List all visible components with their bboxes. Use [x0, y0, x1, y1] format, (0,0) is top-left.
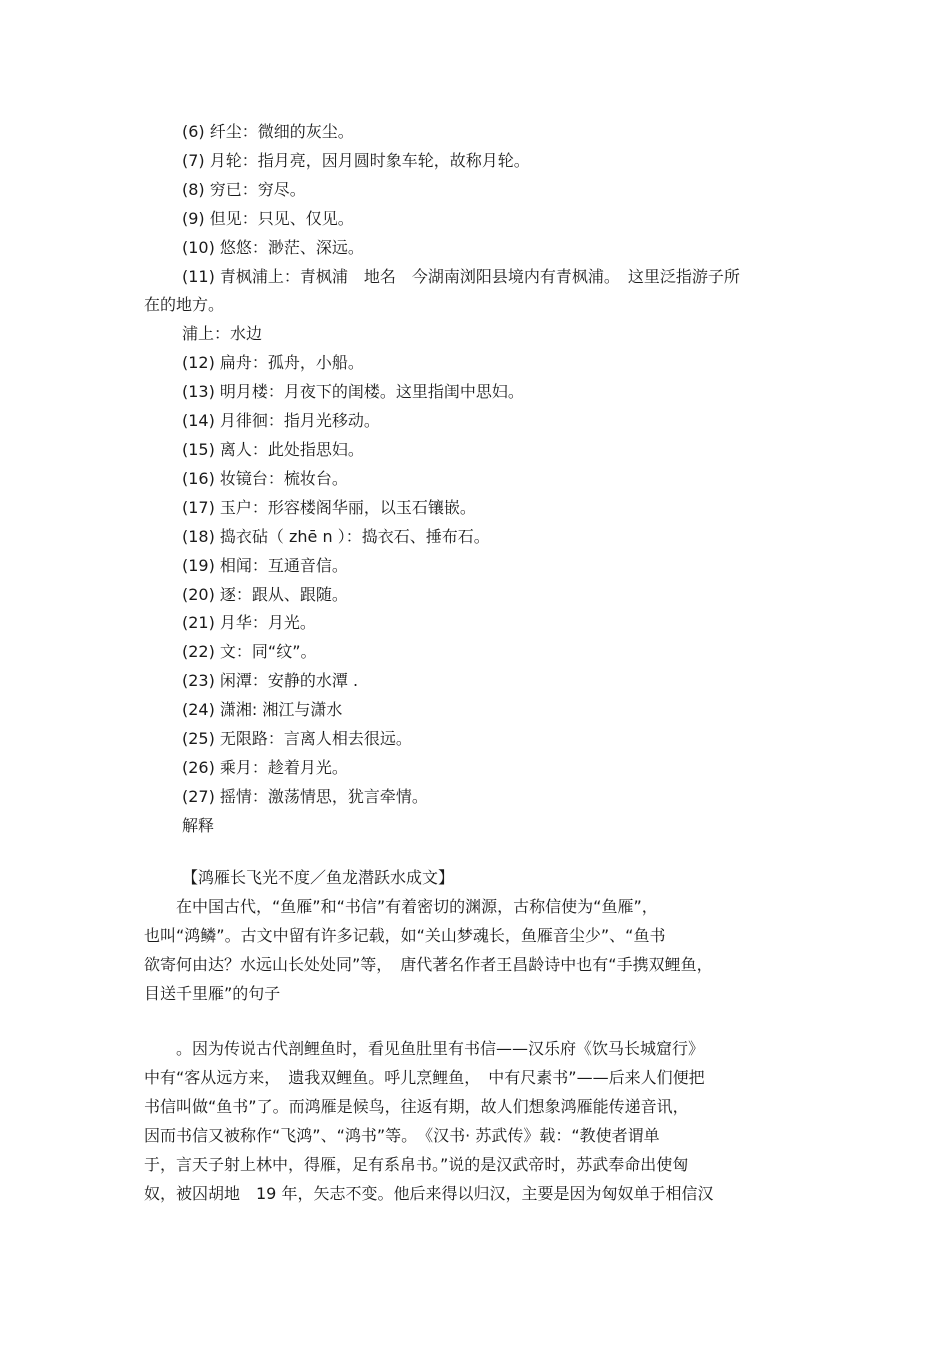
note-11-continued: 在的地方。: [144, 295, 225, 315]
explain-label: 解释: [182, 815, 215, 835]
section-title: 【鸿雁长飞光不度／鱼龙潜跃水成文】: [182, 868, 455, 887]
note-9: (9) 但见：只见、仅见。: [182, 208, 354, 228]
note-10: (10) 悠悠：渺茫、深远。: [182, 237, 364, 257]
para2-line-1: 。因为传说古代剖鲤鱼时，看见鱼肚里有书信——汉乐府《饮马长城窟行》: [144, 1039, 705, 1058]
para2-line-4: 因而书信又被称作“飞鸿”、“鸿书”等。 《汉书· 苏武传》载：“教使者谓单: [144, 1125, 660, 1145]
note-20: (20) 逐：跟从、跟随。: [182, 584, 348, 604]
note-18: (18) 捣衣砧（ zhē n ）：捣衣石、捶布石。: [182, 526, 490, 546]
note-15: (15) 离人：此处指思妇。: [182, 439, 364, 459]
note-6: (6) 纤尘：微细的灰尘。: [182, 122, 354, 141]
section-one: [144, 864, 804, 1009]
note-8: (8) 穷已：穷尽。: [182, 179, 306, 199]
note-22: (22) 文：同“纹”。: [182, 642, 317, 662]
note-27: (27) 摇情：激荡情思，犹言牵情。: [182, 786, 428, 806]
section-two: [144, 1035, 804, 1208]
note-21: (21) 月华：月光。: [182, 613, 316, 633]
para2-line-5: 于，言天子射上林中，得雁，足有系帛书。”说的是汉武帝时，苏武奉命出使匈: [144, 1154, 689, 1174]
note-7: (7) 月轮：指月亮，因月圆时象车轮，故称月轮。: [182, 150, 530, 170]
note-25: (25) 无限路：言离人相去很远。: [182, 729, 412, 749]
note-19: (19) 相闻：互通音信。: [182, 555, 348, 575]
annotation-list: [144, 118, 804, 841]
para1-line-4: 目送千里雁”的句子: [144, 983, 281, 1003]
para1-line-3: 欲寄何由达？水远山长处处同”等， 唐代著名作者王昌龄诗中也有“手携双鲤鱼，: [144, 954, 713, 974]
note-12: (12) 扁舟：孤舟，小船。: [182, 353, 364, 373]
para1-line-1: 在中国古代，“鱼雁”和“书信”有着密切的渊源，古称信使为“鱼雁”，: [144, 896, 658, 916]
para2-line-2: 中有“客从远方来， 遗我双鲤鱼。呼儿烹鲤鱼， 中有尺素书”——后来人们便把: [144, 1067, 705, 1087]
para2-line-6: 奴，被囚胡地 19 年，矢志不变。他后来得以归汉，主要是因为匈奴单于相信汉: [144, 1183, 714, 1203]
note-13: (13) 明月楼：月夜下的闺楼。这里指闺中思妇。: [182, 382, 524, 402]
note-16: (16) 妆镜台：梳妆台。: [182, 468, 348, 488]
para1-line-2: 也叫“鸿鳞”。古文中留有许多记载，如“关山梦魂长，鱼雁音尘少”、“鱼书: [144, 925, 666, 945]
note-24: (24) 潇湘: 湘江与潇水: [182, 700, 343, 720]
note-11: (11) 青枫浦上：青枫浦 地名 今湖南浏阳县境内有青枫浦。 这里泛指游子所: [182, 266, 740, 286]
note-26: (26) 乘月：趁着月光。: [182, 757, 348, 777]
note-17: (17) 玉户：形容楼阁华丽，以玉石镶嵌。: [182, 497, 476, 517]
para2-line-3: 书信叫做“鱼书”了。而鸿雁是候鸟，往返有期，故人们想象鸿雁能传递音讯，: [144, 1096, 689, 1116]
note-14: (14) 月徘徊：指月光移动。: [182, 411, 380, 431]
note-23: (23) 闲潭：安静的水潭 .: [182, 671, 359, 691]
note-11-sub: 浦上：水边: [182, 324, 263, 344]
